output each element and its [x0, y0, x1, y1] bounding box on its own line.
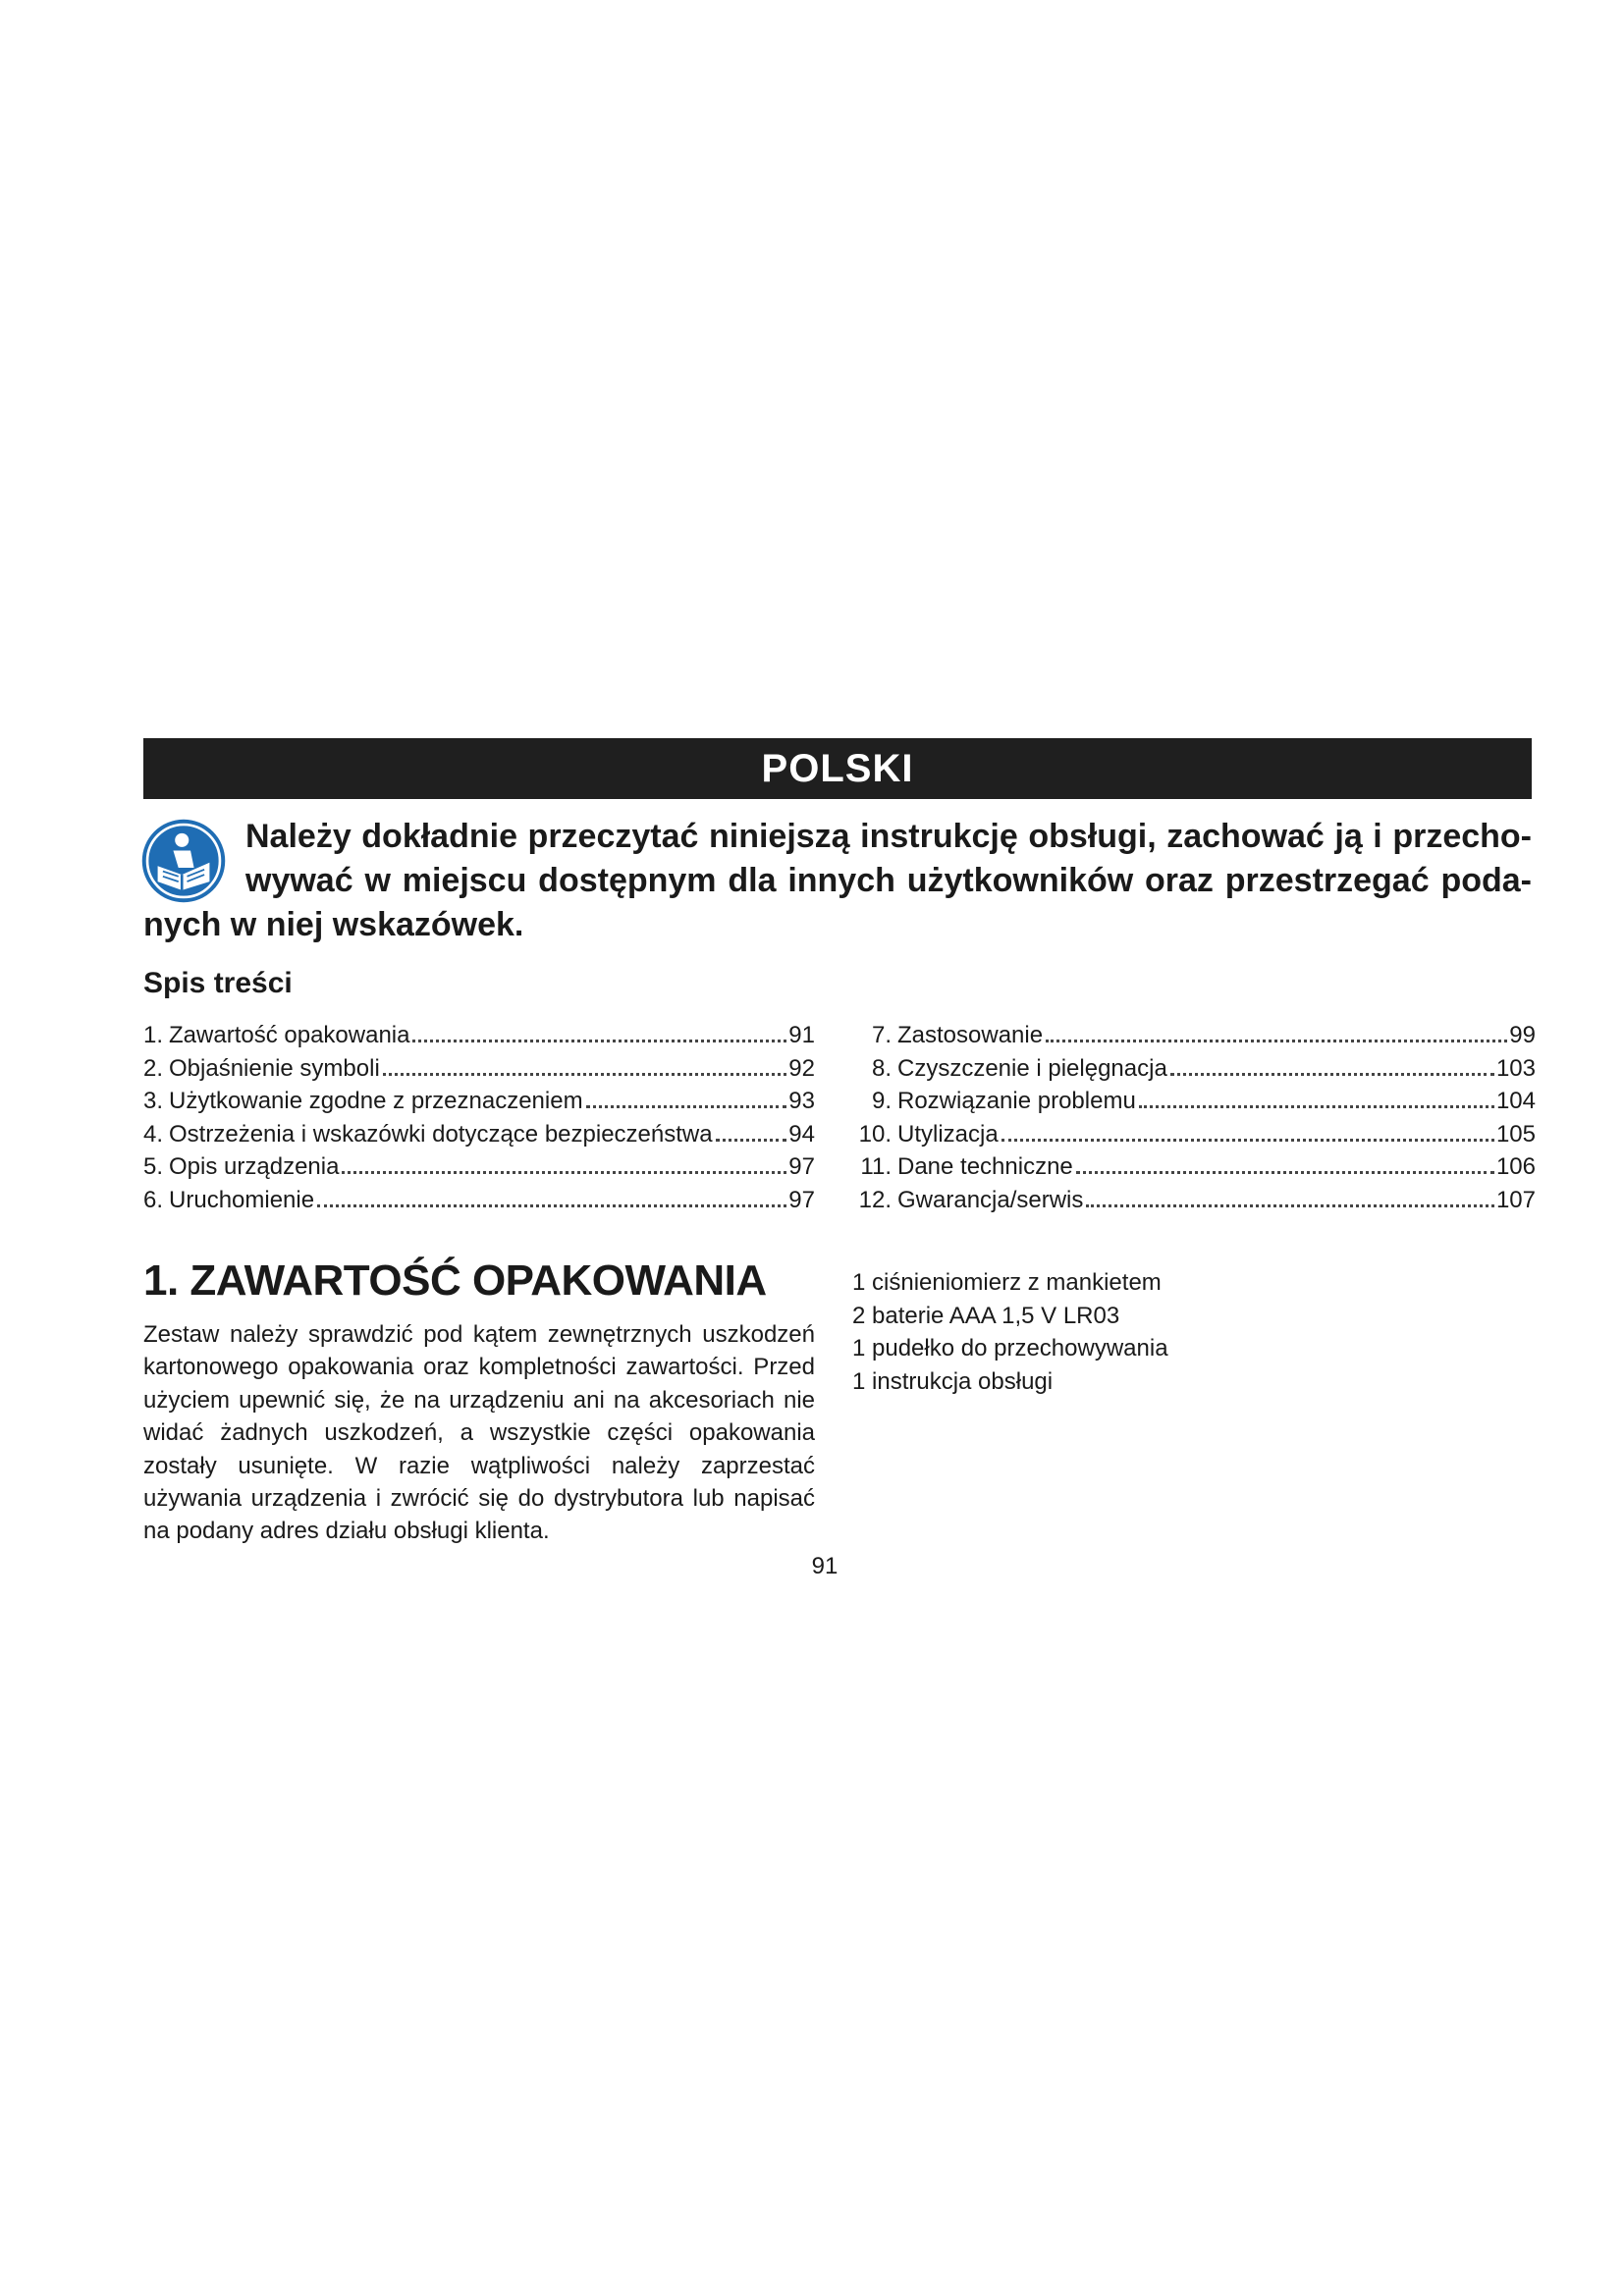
toc-entry-number: 11. [860, 1153, 892, 1180]
toc-entry-label: Zawartość opakowania [169, 1022, 410, 1048]
toc-entry-number: 10. [858, 1120, 892, 1148]
toc-entry-number: 5. [143, 1153, 164, 1180]
toc-entry-page: 91 [788, 1022, 815, 1048]
language-header-bar [143, 738, 1532, 799]
toc-entry[interactable] [143, 1118, 815, 1151]
list-item: 1 ciśnieniomierz z mankietem [852, 1269, 1162, 1296]
toc-leader-dots [1076, 1171, 1494, 1174]
toc-entry[interactable] [852, 1019, 1536, 1052]
toc-column-left [143, 1019, 815, 1216]
toc-leader-dots [716, 1139, 787, 1142]
toc-entry[interactable] [852, 1184, 1536, 1217]
toc-entry[interactable] [143, 1184, 815, 1217]
toc-entry-label: Gwarancja/serwis [897, 1186, 1084, 1213]
toc-entry-label: Rozwiązanie problemu [897, 1088, 1136, 1114]
toc-leader-dots [586, 1105, 787, 1108]
toc-leader-dots [1139, 1105, 1494, 1108]
toc-entry[interactable] [143, 1052, 815, 1086]
package-contents-list [852, 1266, 1441, 1398]
toc-entry-number: 12. [858, 1186, 892, 1213]
toc-title: Spis treści [143, 967, 293, 999]
toc-entry-number: 4. [143, 1120, 164, 1148]
toc-entry-number: 8. [871, 1054, 892, 1082]
toc-entry-number: 2. [143, 1054, 164, 1082]
toc-entry[interactable] [143, 1019, 815, 1052]
toc-entry-page: 99 [1509, 1022, 1536, 1048]
toc-leader-dots [412, 1040, 786, 1042]
list-item: 2 baterie AAA 1,5 V LR03 [852, 1302, 1120, 1329]
toc-entry-page: 104 [1495, 1088, 1536, 1114]
toc-entry-page: 97 [788, 1153, 815, 1180]
intro-notice [143, 815, 1532, 947]
toc-leader-dots [383, 1073, 787, 1076]
toc-entry[interactable] [852, 1118, 1536, 1151]
toc-entry-label: Uruchomienie [169, 1186, 315, 1213]
toc-leader-dots [1001, 1139, 1494, 1142]
intro-line-1: Należy dokładnie przeczytać niniejszą instrukcję obsługi, zachować ją i przecho- [245, 818, 1532, 855]
toc-entry-page: 92 [788, 1054, 815, 1082]
toc-entry-page: 97 [788, 1186, 815, 1213]
toc-entry[interactable] [852, 1052, 1536, 1086]
toc-entry-page: 94 [788, 1120, 815, 1148]
intro-line-2: wywać w miejscu dostępnym dla innych użytkowników oraz przestrzegać poda- [245, 862, 1532, 899]
page-number: 91 [811, 1553, 839, 1579]
toc-entry-number: 9. [871, 1088, 892, 1114]
toc-entry[interactable] [852, 1150, 1536, 1184]
list-item: 1 pudełko do przechowywania [852, 1335, 1168, 1362]
toc-entry-label: Czyszczenie i pielęgnacja [897, 1054, 1167, 1082]
toc-entry-page: 106 [1495, 1153, 1536, 1180]
section-heading: 1. ZAWARTOŚĆ OPAKOWANIA [143, 1256, 767, 1305]
toc-entry-label: Ostrzeżenia i wskazówki dotyczące bezpieczeństwa [169, 1120, 713, 1148]
section-body-text: Zestaw należy sprawdzić pod kątem zewnętrznych uszkodzeń kartonowego opakowania oraz kompletności zawartości. Przed użyciem upewnić się, że na urządzeniu ani na akcesoriach nie widać żadnych uszkodzeń, a wszystkie części opakowania zostały usunięte. W razie wątpliwości należy zaprzestać używania urządzenia i zwrócić się do dystrybutora lub napisać na podany adres działu obsługi klienta. [143, 1321, 815, 1545]
intro-line-3: nych w niej wskazówek. [143, 906, 524, 943]
toc-leader-dots [1170, 1073, 1494, 1076]
toc-entry-number: 7. [871, 1022, 892, 1048]
language-title: POLSKI [761, 746, 914, 790]
toc-entry-number: 6. [143, 1186, 164, 1213]
toc-entry[interactable] [143, 1085, 815, 1118]
toc-column-right [852, 1019, 1536, 1216]
toc-leader-dots [342, 1171, 786, 1174]
toc-entry-page: 103 [1495, 1054, 1536, 1082]
toc-entry-page: 105 [1495, 1120, 1536, 1148]
list-item: 1 instrukcja obsługi [852, 1367, 1054, 1395]
toc-entry-label: Objaśnienie symboli [169, 1054, 380, 1082]
toc-leader-dots [317, 1204, 786, 1207]
toc-entry[interactable] [852, 1085, 1536, 1118]
toc-entry-label: Dane techniczne [897, 1153, 1073, 1180]
toc-entry-label: Użytkowanie zgodne z przeznaczeniem [169, 1088, 583, 1114]
toc-entry-number: 1. [143, 1022, 164, 1048]
toc-entry[interactable] [143, 1150, 815, 1184]
toc-entry-number: 3. [143, 1088, 164, 1114]
toc-entry-page: 93 [788, 1088, 815, 1114]
toc-entry-label: Zastosowanie [897, 1022, 1044, 1048]
toc-entry-label: Opis urządzenia [169, 1153, 340, 1180]
toc-leader-dots [1046, 1040, 1507, 1042]
toc-entry-page: 107 [1495, 1186, 1536, 1213]
toc-leader-dots [1086, 1204, 1494, 1207]
toc-entry-label: Utylizacja [897, 1120, 999, 1148]
